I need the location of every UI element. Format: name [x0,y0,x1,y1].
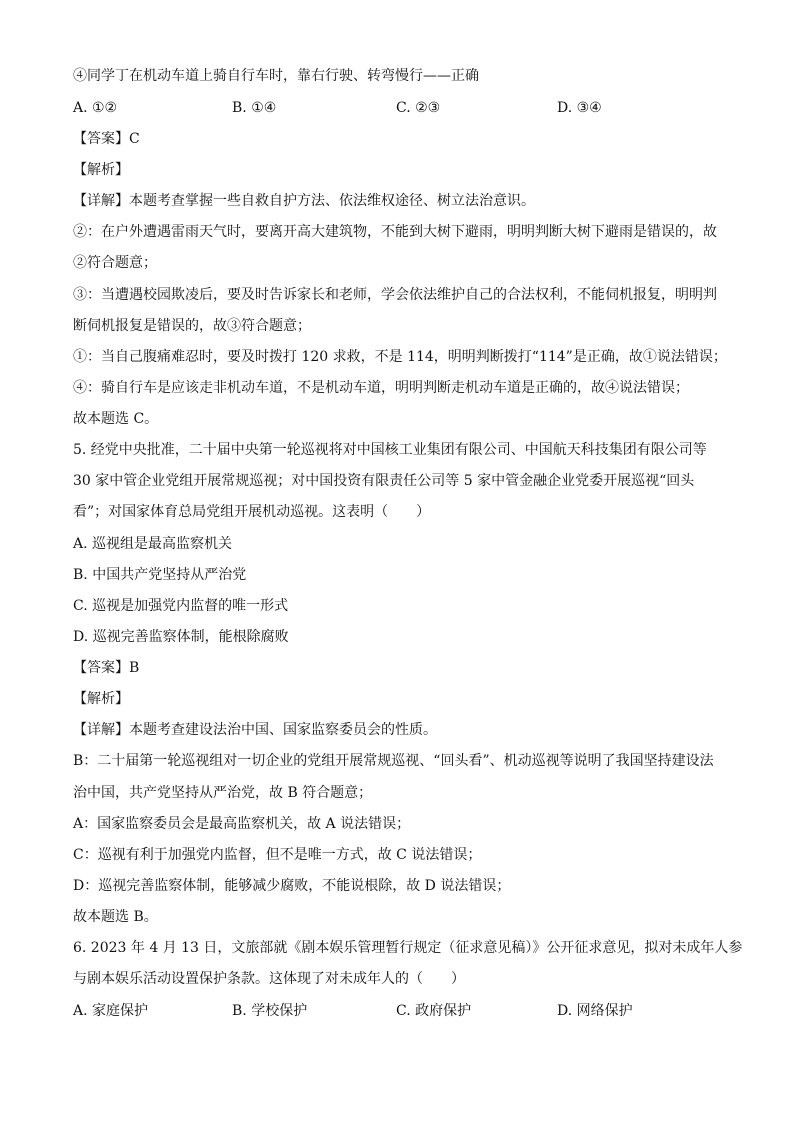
q5-option-b: B. 中国共产党坚持从严治党 [73,567,247,583]
q5-stem-line: 5. 经党中央批准，二十届中央第一轮巡视将对中国核工业集团有限公司、中国航天科技集团有限公司等 [73,442,707,458]
q4-option-b: B. ①④ [232,100,277,116]
q5-answer: 【答案】B [73,660,140,676]
q4-detail-line: ②符合题意； [73,255,157,271]
q6-stem-line: 6. 2023 年 4 月 13 日，文旅部就《剧本娱乐管理暂行规定（征求意见稿）》公开征求意见，拟对未成年人参 [73,940,743,956]
q5-detail-line: 治中国，共产党坚持从严治党，故 B 符合题意； [73,785,373,801]
q6-stem-line: 与剧本娱乐活动设置保护条款。这体现了对未成年人的（ ） [73,971,465,987]
q6-option-d: D. 网络保护 [557,1003,633,1019]
q5-option-d: D. 巡视完善监察体制，能根除腐败 [73,629,289,645]
q5-option-a: A. 巡视组是最高监察机关 [73,536,233,552]
q4-detail-line: ①：当自己腹痛难忍时，要及时拨打 120 求救，不是 114，明明判断拨打“114”是正确，故①说法错误； [73,349,727,365]
q5-analysis-heading: 【解析】 [73,691,129,707]
q6-option-c: C. 政府保护 [396,1003,472,1019]
q6-option-b: B. 学校保护 [232,1003,308,1019]
q5-detail-line: A：国家监察委员会是最高监察机关，故 A 说法错误； [73,816,411,832]
q6-option-a: A. 家庭保护 [73,1003,149,1019]
q4-analysis-heading: 【解析】 [73,162,129,178]
q5-option-c: C. 巡视是加强党内监督的唯一形式 [73,598,289,614]
q4-answer: 【答案】C [73,131,140,147]
q5-detail-line: D：巡视完善监察体制，能够减少腐败，不能说根除，故 D 说法错误； [73,878,511,894]
q5-conclusion: 故本题选 B。 [73,909,158,925]
q4-detail-line: 断伺机报复是错误的，故③符合题意； [73,318,311,334]
q4-item4: ④同学丁在机动车道上骑自行车时，靠右行驶、转弯慢行——正确 [73,68,479,84]
q4-option-a: A. ①② [73,100,118,116]
q4-detail-line: ④：骑自行车是应该走非机动车道，不是机动车道，明明判断走机动车道是正确的，故④说法错误； [73,380,689,396]
q4-detail-line: ②：在户外遭遇雷雨天气时，要离开高大建筑物，不能到大树下避雨，明明判断大树下避雨是错误的，故 [73,224,717,240]
q4-conclusion: 故本题选 C。 [73,411,159,427]
q4-detail-line: ③：当遭遇校园欺凌后，要及时告诉家长和老师，学会依法维护自己的合法权利，不能伺机报复，明明判 [73,287,717,303]
q5-stem-line: 30 家中管企业党组开展常规巡视；对中国投资有限责任公司等 5 家中管金融企业党委开展巡视“回头 [73,473,695,489]
q5-stem-line: 看”；对国家体育总局党组开展机动巡视。这表明（ ） [73,504,431,520]
q4-option-c: C. ②③ [396,100,441,116]
q5-detail-line: B：二十届第一轮巡视组对一切企业的党组开展常规巡视、“回头看”、机动巡视等说明了我国坚持建设法 [73,753,714,769]
q4-detail-line: 【详解】本题考查掌握一些自救自护方法、依法维权途径、树立法治意识。 [73,193,535,209]
q5-detail-line: C：巡视有利于加强党内监督，但不是唯一方式，故 C 说法错误； [73,847,482,863]
q4-option-d: D. ③④ [557,100,602,116]
q5-detail-line: 【详解】本题考查建设法治中国、国家监察委员会的性质。 [73,722,437,738]
